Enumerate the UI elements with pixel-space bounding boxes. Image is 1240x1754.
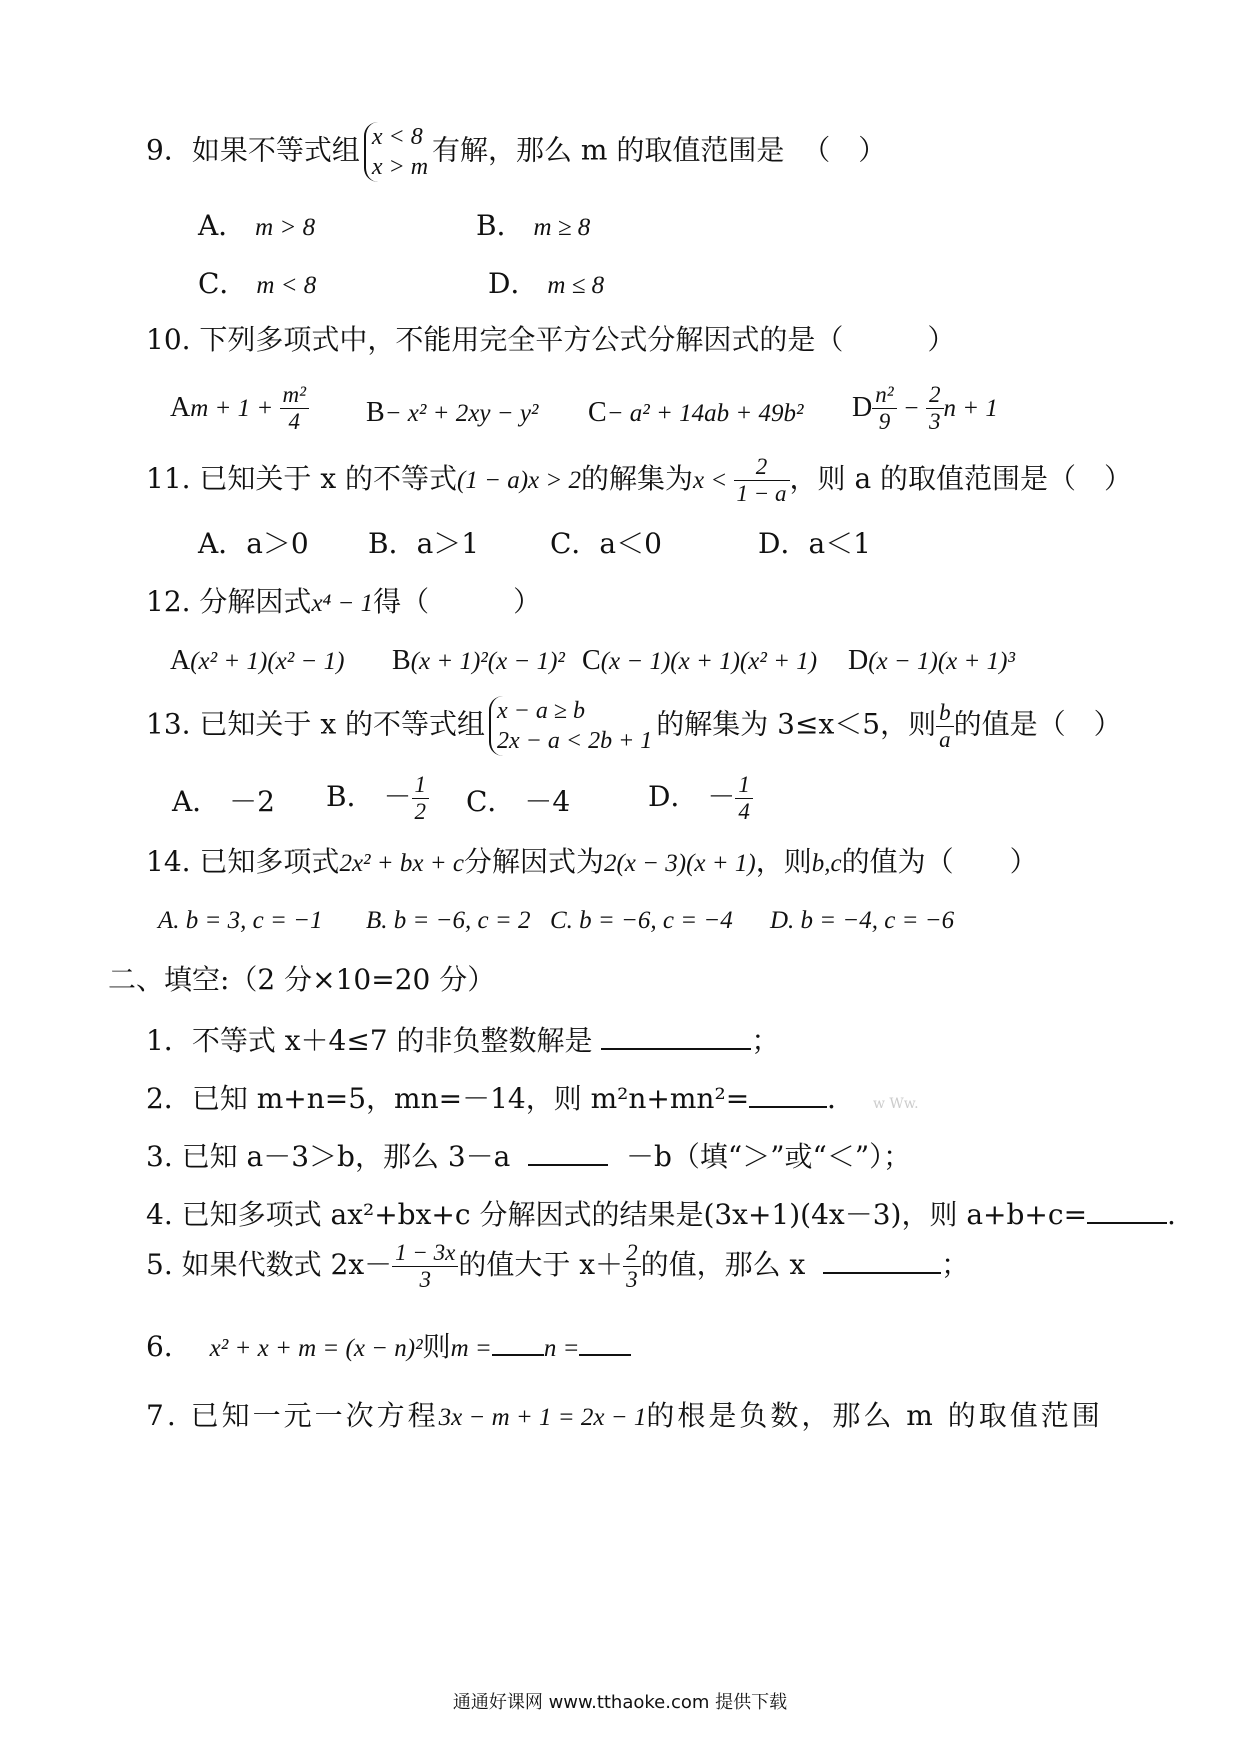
q10-option-b — [366, 398, 538, 427]
question-13 — [146, 696, 1122, 756]
q14-text-2: 分解因式为 — [463, 845, 604, 878]
f6-m-label: m = — [450, 1335, 492, 1362]
q10-b-expr: − x² + 2xy − y² — [384, 400, 539, 427]
q10-a-fraction — [280, 382, 310, 435]
q13-d-label: D． — [648, 780, 699, 813]
q13-text: 13. 已知关于 x 的不等式组 — [146, 707, 486, 741]
q9-c-label: C． — [198, 267, 248, 300]
q9-d-label: D． — [488, 267, 539, 300]
watermark-text: w Ww. — [872, 1096, 919, 1112]
q14-text-3: ，则 — [755, 845, 812, 878]
q11-ineq: (1 − a)x > 2 — [457, 467, 582, 494]
question-14 — [146, 845, 1038, 878]
q13-a-value: －2 — [229, 785, 275, 818]
q11-option-b: B．a＞1 — [368, 527, 480, 560]
f6-m-blank[interactable] — [492, 1330, 544, 1356]
fill-6 — [146, 1330, 631, 1361]
fill-5 — [146, 1240, 969, 1293]
f7-text-2: 的根是负数，那么 m 的取值范围 — [646, 1399, 1103, 1432]
q9-number: 9． — [146, 133, 192, 167]
q13-option-d — [648, 772, 753, 825]
q10-d-den-1: 9 — [878, 409, 891, 434]
q9-text: 如果不等式组 — [191, 133, 360, 167]
f5-text: 5. 如果代数式 2x－ — [146, 1248, 393, 1281]
q13-option-b — [326, 772, 429, 825]
fill-2 — [146, 1082, 919, 1113]
question-11 — [146, 454, 1132, 507]
q11-fraction — [734, 454, 790, 507]
q11-option-a: A．a＞0 — [198, 527, 309, 560]
q14-option-b: B. b = −6, c = 2 — [366, 907, 531, 934]
q13-ineq-2: 2x − a < 2b + 1 — [497, 728, 653, 754]
q13-c-label: C． — [466, 785, 516, 818]
q12-text-2: 得（ ） — [373, 585, 542, 618]
q12-option-d — [848, 646, 1015, 675]
q10-d-den-2: 3 — [929, 409, 941, 434]
q13-b-label: B． — [326, 780, 375, 813]
q13-option-a — [172, 785, 275, 818]
q10-d-tail: n + 1 — [943, 395, 998, 422]
q14-bc: b,c — [811, 850, 842, 877]
f7-text: 7. 已知一元一次方程 — [146, 1399, 439, 1432]
q13-option-c — [466, 785, 571, 818]
q12-d-expr: (x − 1)(x + 1)³ — [868, 648, 1015, 675]
q13-den: a — [939, 726, 951, 752]
f3-text-2: －b（填“＞”或“＜”）； — [625, 1140, 912, 1173]
q12-option-c — [582, 646, 817, 675]
q9-option-c — [198, 267, 317, 300]
q9-d-value: m ≤ 8 — [547, 272, 605, 299]
q14-expr: 2x² + bx + c — [339, 850, 464, 877]
q14-option-c: C. b = −6, c = −4 — [550, 907, 733, 934]
q9-option-b — [476, 209, 591, 242]
q13-b-neg: － — [383, 780, 412, 813]
fill-1 — [146, 1024, 779, 1055]
f5-text-2: 的值大于 x＋ — [458, 1248, 624, 1281]
f5-blank[interactable] — [823, 1248, 941, 1274]
q13-system — [489, 696, 652, 756]
q12-c-expr: (x − 1)(x + 1)(x² + 1) — [600, 648, 818, 675]
q12-text: 12. 分解因式 — [146, 585, 312, 618]
q9-paren: （ ） — [802, 133, 887, 167]
q14-option-d: D. b = −4, c = −6 — [770, 907, 955, 934]
q10-c-label: C — [588, 397, 607, 428]
q9-c-value: m < 8 — [256, 272, 317, 299]
q14-option-a: A. b = 3, c = −1 — [158, 907, 323, 934]
q13-text-3: 的值是（ ） — [953, 707, 1122, 741]
fill-7 — [146, 1399, 1103, 1432]
q12-option-b — [392, 646, 565, 675]
f5-num-1: 1 − 3x — [392, 1240, 458, 1267]
f4-text: 4. 已知多项式 ax²+bx+c 分解因式的结果是(3x+1)(4x－3)，则 a+b+c= — [146, 1198, 1088, 1231]
q9-ineq-2: x > m — [371, 154, 429, 180]
f5-den-1: 3 — [419, 1267, 431, 1292]
q9-b-value: m ≥ 8 — [533, 214, 591, 241]
q9-option-a — [198, 209, 316, 242]
q13-b-num: 1 — [412, 772, 430, 799]
q14-text: 14. 已知多项式 — [146, 845, 340, 878]
q14-factored: 2(x − 3)(x + 1) — [603, 850, 756, 877]
q11-num: 2 — [734, 454, 790, 481]
q13-fraction — [936, 700, 954, 753]
f2-text: 2．已知 m+n=5，mn=－14，则 m²n+mn²= — [146, 1082, 750, 1115]
question-10: 10. 下列多项式中，不能用完全平方公式分解因式的是（ ） — [146, 323, 956, 356]
q10-option-c — [588, 398, 804, 427]
q13-d-neg: － — [707, 780, 736, 813]
f5-num-2: 2 — [623, 1240, 641, 1267]
q9-option-d — [488, 267, 605, 300]
f1-text: 1．不等式 x＋4≤7 的非负整数解是 — [146, 1024, 593, 1057]
q11-text-2: 的解集为 — [581, 462, 694, 495]
f7-expr: 3x − m + 1 = 2x − 1 — [438, 1404, 647, 1431]
f2-blank[interactable] — [749, 1082, 827, 1108]
q10-a-num: m² — [280, 382, 310, 409]
question-12 — [146, 585, 542, 618]
f1-end: ； — [751, 1024, 780, 1057]
q10-option-d — [852, 382, 998, 435]
f5-end: ； — [941, 1248, 970, 1281]
q9-a-label: A． — [198, 209, 247, 242]
q11-option-c: C．a＜0 — [550, 527, 662, 560]
q10-a-label: A — [170, 392, 191, 423]
q10-d-label: D — [852, 392, 873, 423]
q13-b-den: 2 — [414, 799, 426, 824]
f5-text-3: 的值，那么 x — [640, 1248, 806, 1281]
q13-ineq-1: x − a ≥ b — [497, 698, 586, 724]
q9-text-2: 有解，那么 m 的取值范围是 — [432, 133, 785, 167]
q9-b-label: B． — [476, 209, 525, 242]
f1-blank[interactable] — [601, 1024, 751, 1050]
f3-text: 3. 已知 a－3＞b，那么 3－a — [146, 1140, 511, 1173]
q11-text: 11. 已知关于 x 的不等式 — [146, 462, 458, 495]
q10-option-a — [170, 382, 309, 435]
q13-num: b — [936, 700, 954, 727]
f5-fraction-2 — [623, 1240, 641, 1293]
q11-text-3: ，则 a 的取值范围是（ ） — [789, 462, 1133, 495]
f5-den-2: 3 — [626, 1267, 638, 1292]
f6-n-blank[interactable] — [579, 1330, 631, 1356]
q12-a-expr: (x² + 1)(x² − 1) — [190, 648, 345, 675]
page-footer: 通通好课网 www.tthaoke.com 提供下载 — [452, 1692, 788, 1713]
q9-ineq-1: x < 8 — [371, 124, 423, 150]
q13-d-num: 1 — [735, 772, 753, 799]
q9-system — [364, 122, 428, 182]
q9-a-value: m > 8 — [255, 214, 316, 241]
q11-den: 1 − a — [736, 481, 787, 506]
section-2-heading: 二、填空:（2 分×10=20 分） — [108, 963, 496, 996]
q11-x-lt: x < — [693, 467, 734, 494]
q14-text-4: 的值为（ ） — [841, 845, 1038, 878]
f4-blank[interactable] — [1087, 1198, 1167, 1224]
q10-c-expr: − a² + 14ab + 49b² — [606, 400, 804, 427]
f6-n-label: n = — [543, 1335, 580, 1362]
q11-option-d: D．a＜1 — [758, 527, 871, 560]
q13-c-value: －4 — [524, 785, 571, 818]
f6-number: 6． — [146, 1330, 192, 1363]
f3-blank[interactable] — [528, 1140, 608, 1166]
q10-d-frac-1 — [872, 382, 896, 435]
q13-text-2: 的解集为 3≤x＜5，则 — [656, 707, 937, 741]
q12-c-label: C — [582, 645, 601, 676]
f2-end: ． — [827, 1082, 856, 1115]
question-9 — [146, 122, 886, 182]
q10-b-label: B — [366, 397, 385, 428]
q12-option-a — [170, 646, 344, 675]
q13-d-fraction — [735, 772, 753, 825]
f6-text: 则 — [422, 1330, 451, 1363]
q12-b-label: B — [392, 645, 411, 676]
q10-a-expr: m + 1 + — [190, 395, 280, 422]
q10-d-num-2: 2 — [926, 382, 944, 409]
q10-a-den: 4 — [288, 409, 301, 434]
q13-a-label: A． — [172, 785, 221, 818]
fill-3 — [146, 1140, 911, 1171]
q12-d-label: D — [848, 645, 869, 676]
q10-d-minus: − — [896, 395, 927, 422]
q10-d-frac-2 — [926, 382, 944, 435]
q12-b-expr: (x + 1)²(x − 1)² — [410, 648, 565, 675]
q10-d-num-1: n² — [872, 382, 896, 409]
f4-end: . — [1167, 1198, 1176, 1231]
f5-fraction-1 — [392, 1240, 458, 1293]
q12-expr: x⁴ − 1 — [311, 590, 374, 617]
q12-a-label: A — [170, 645, 191, 676]
fill-4 — [146, 1198, 1176, 1229]
f6-expr: x² + x + m = (x − n)² — [209, 1335, 423, 1362]
q13-d-den: 4 — [738, 799, 750, 824]
q13-b-fraction — [412, 772, 430, 825]
